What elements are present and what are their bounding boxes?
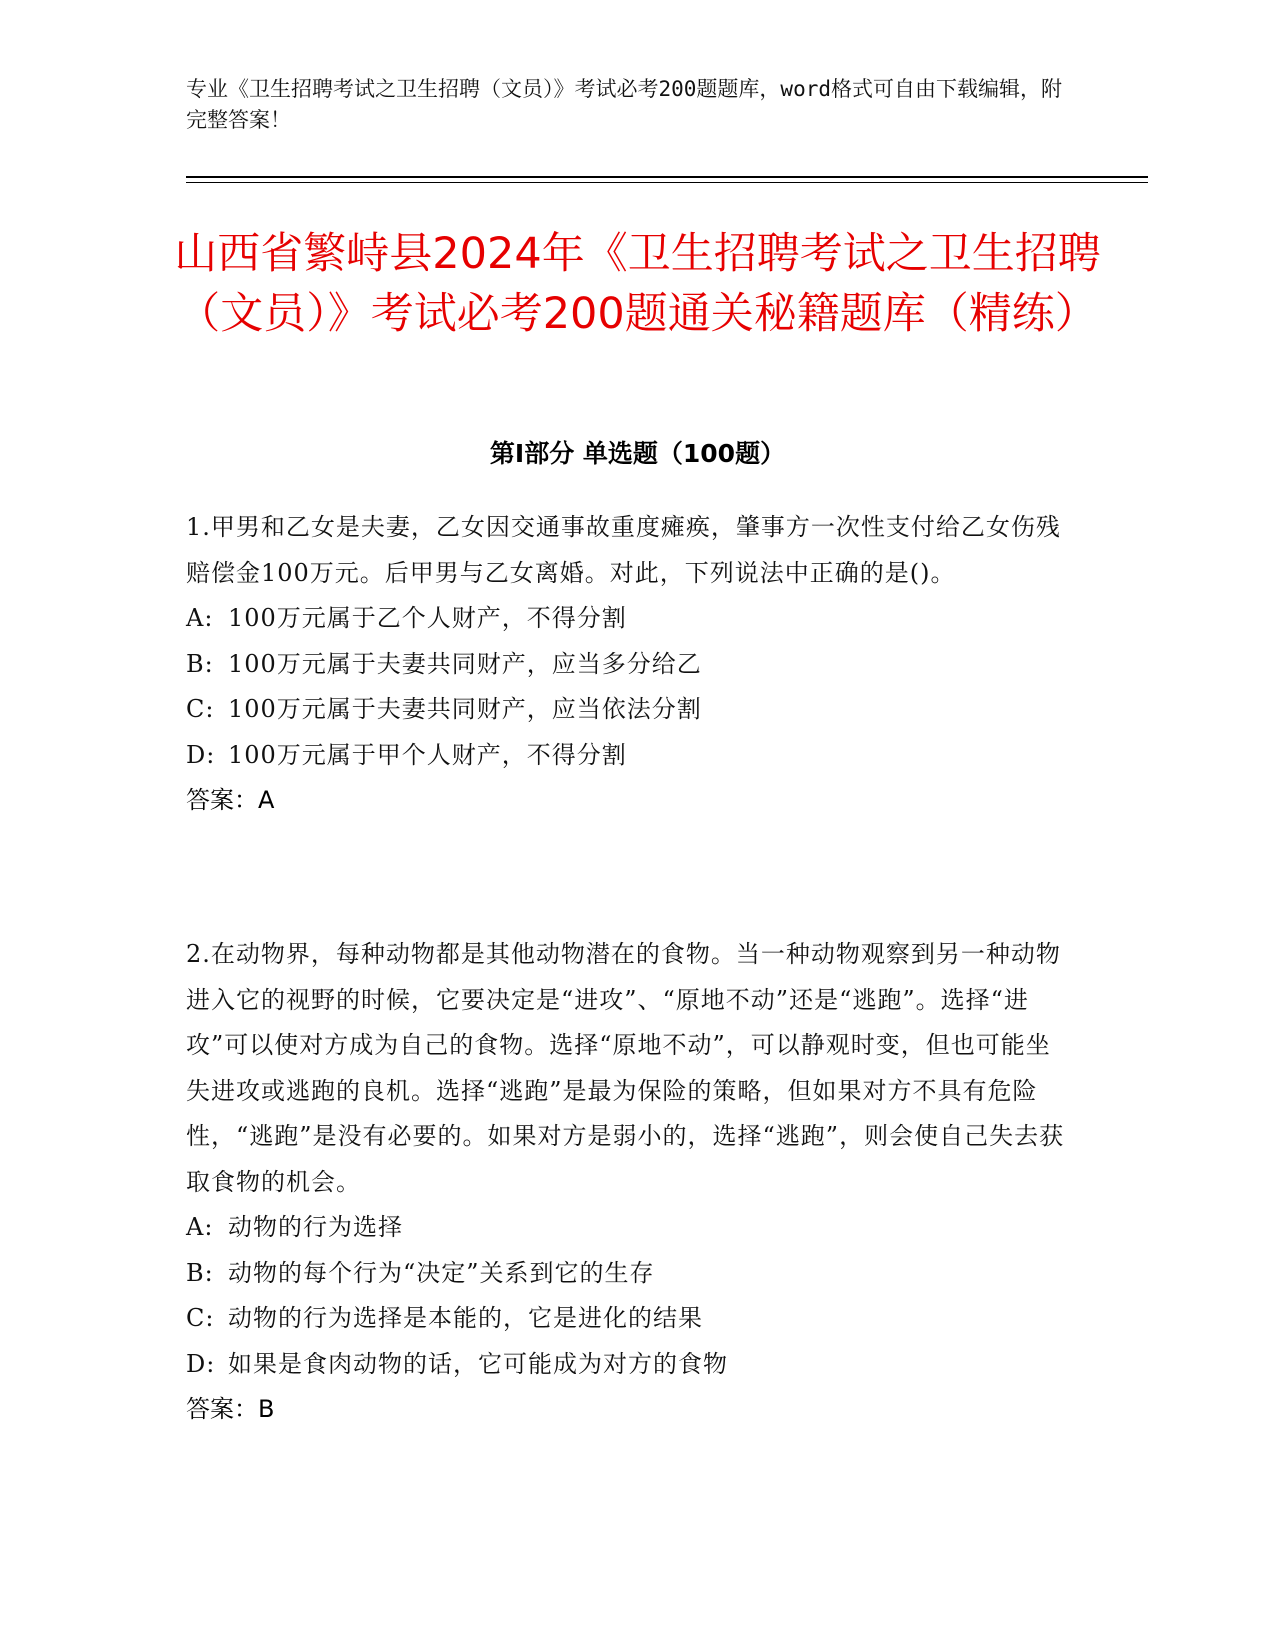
option-key: C:: [186, 695, 215, 723]
option-a: [186, 596, 1066, 642]
option-key: D:: [186, 740, 216, 769]
option-text: 100万元属于乙个人财产，不得分割: [228, 604, 627, 632]
option-c: [186, 1296, 1066, 1342]
option-key: B:: [186, 1258, 214, 1287]
option-text: 100万元属于夫妻共同财产，应当依法分割: [228, 695, 702, 723]
option-d: [186, 1342, 1066, 1388]
option-a: [186, 1205, 1066, 1251]
option-text: 动物的行为选择是本能的，它是进化的结果: [228, 1304, 703, 1332]
option-key: D:: [186, 1349, 216, 1378]
option-text: 动物的每个行为“决定”关系到它的生存: [228, 1258, 655, 1287]
option-text: 如果是食肉动物的话，它可能成为对方的食物: [228, 1349, 728, 1378]
option-text: 100万元属于甲个人财产，不得分割: [228, 740, 627, 769]
option-key: C:: [186, 1304, 215, 1332]
answer-line: 答案：A: [186, 786, 275, 814]
option-key: A:: [186, 604, 214, 632]
option-c: [186, 687, 1066, 733]
option-key: B:: [186, 649, 214, 678]
option-text: 动物的行为选择: [228, 1213, 403, 1241]
header-divider: [186, 176, 1148, 178]
question-stem: 1.甲男和乙女是夫妻，乙女因交通事故重度瘫痪，肇事方一次性支付给乙女伤残赔偿金100万元。后甲男与乙女离婚。对此，下列说法中正确的是()。: [186, 513, 1061, 587]
option-d: [186, 733, 1066, 779]
answer-line: 答案：B: [186, 1395, 275, 1423]
option-text: 100万元属于夫妻共同财产，应当多分给乙: [228, 649, 702, 678]
header-note: 专业《卫生招聘考试之卫生招聘（文员）》考试必考200题题库，word格式可自由下载编辑，附完整答案！: [186, 77, 1062, 132]
question-1: [186, 505, 1066, 824]
document-title: 山西省繁峙县2024年《卫生招聘考试之卫生招聘（文员）》考试必考200题通关秘籍题库（精练）: [174, 229, 1101, 339]
option-b: [186, 1251, 1066, 1297]
question-2: [186, 932, 1066, 1433]
question-stem: 2.在动物界，每种动物都是其他动物潜在的食物。当一种动物观察到另一种动物进入它的视野的时候，它要决定是“进攻”、“原地不动”还是“逃跑”。选择“进攻”可以使对方成为自己的食物。选择“原地不动”，可以静观时变，但也可能坐失进攻或逃跑的良机。选择“逃跑”是最为保险的策略，但如果对方不具有危险性，“逃跑”是没有必要的。如果对方是弱小的，选择“逃跑”，则会使自己失去获取食物的机会。: [186, 940, 1065, 1196]
header-divider-thin: [186, 182, 1148, 183]
option-key: A:: [186, 1213, 214, 1241]
option-b: [186, 642, 1066, 688]
section-heading: 第Ⅰ部分 单选题（100题）: [489, 439, 786, 468]
